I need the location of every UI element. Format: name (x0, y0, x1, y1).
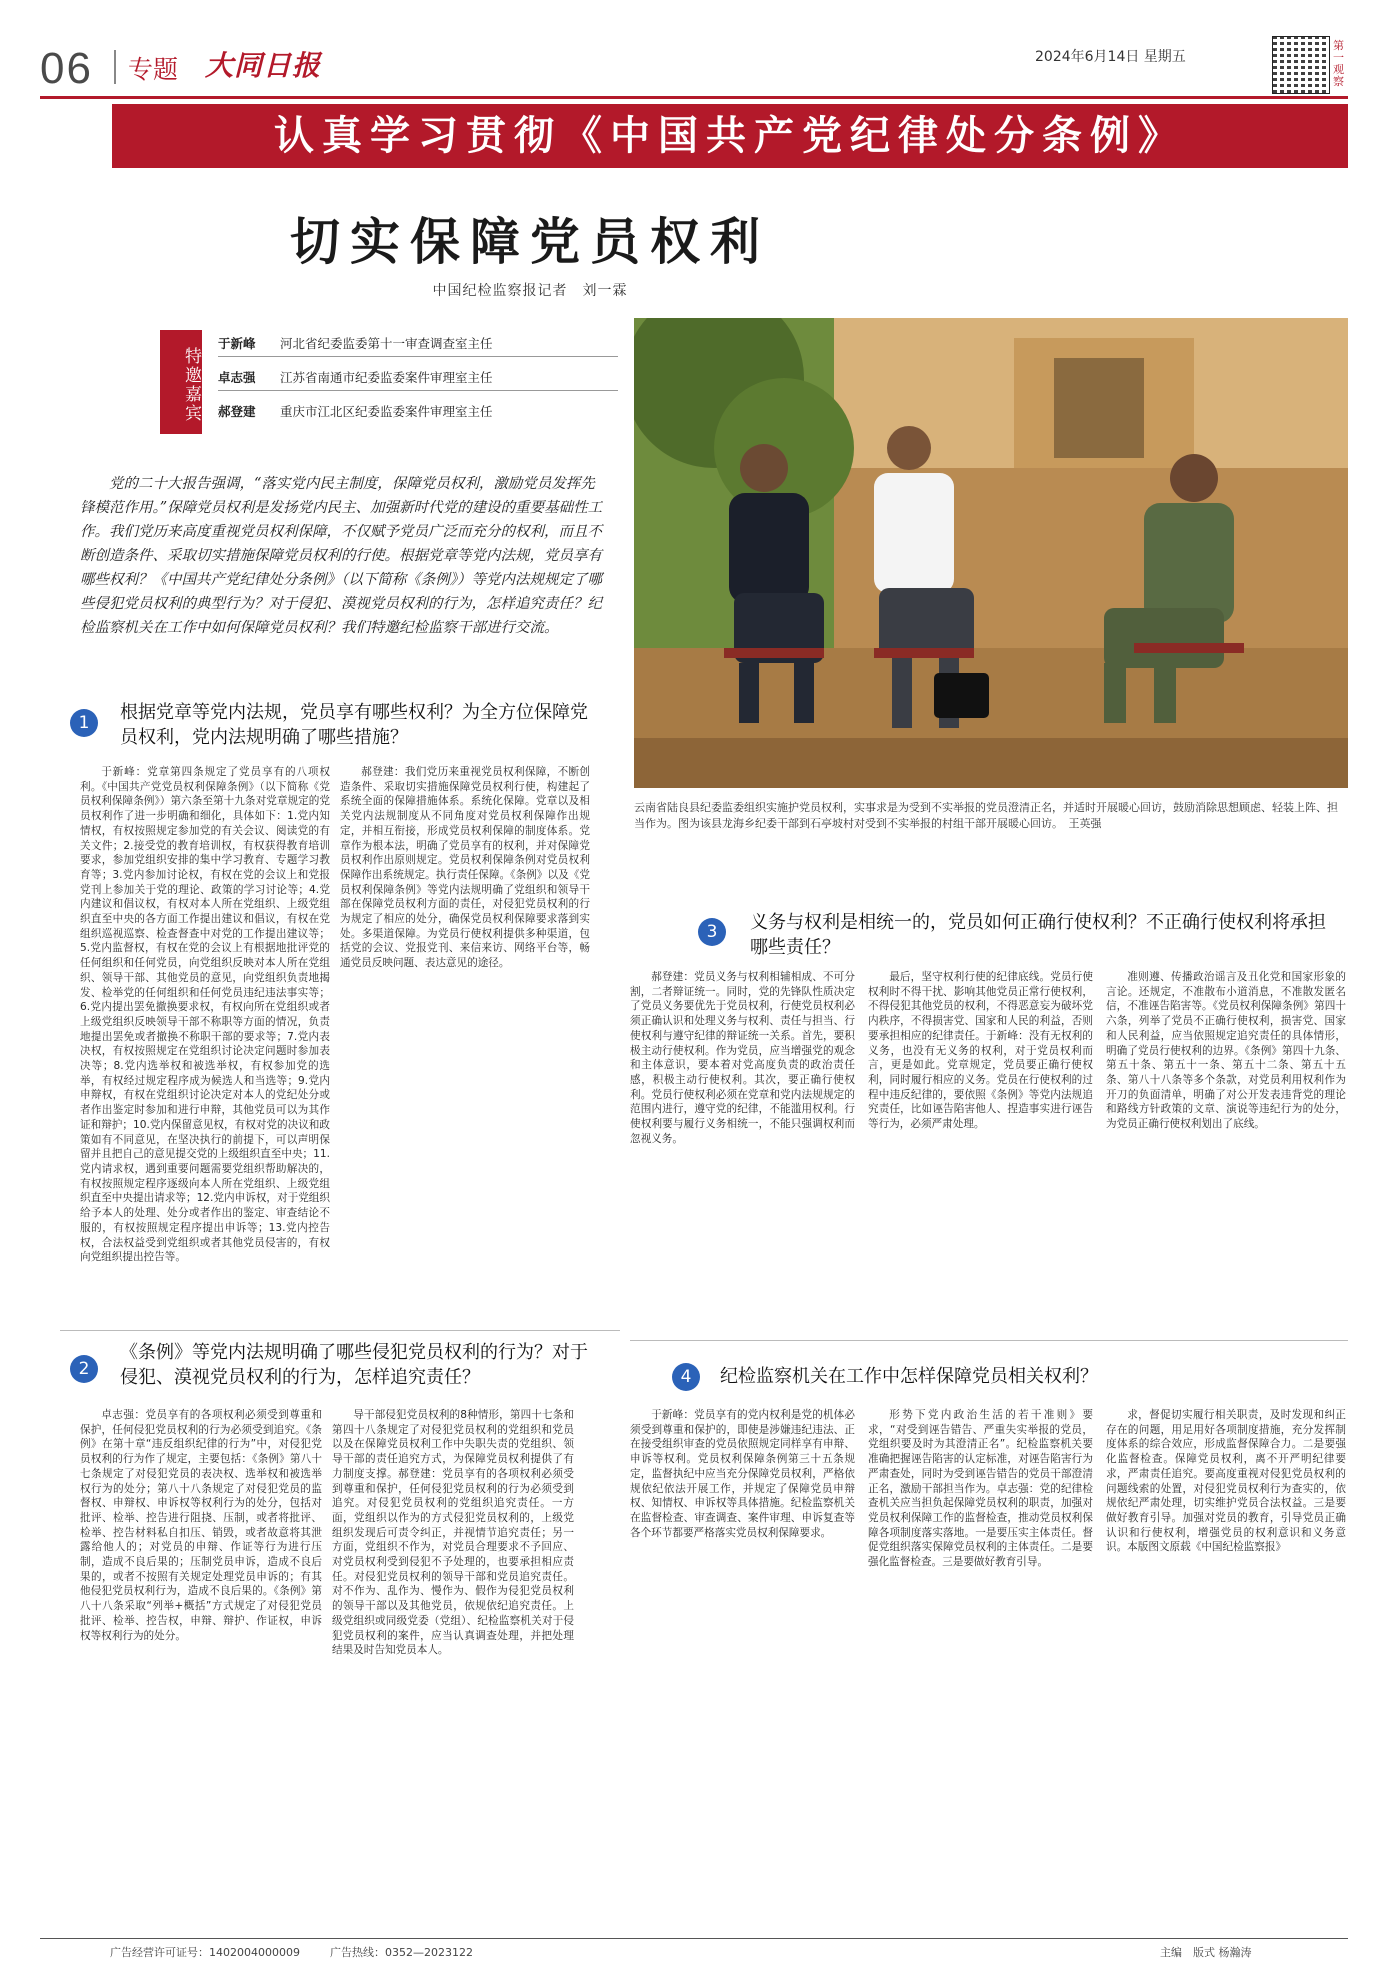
article-title: 切实保障党员权利 (290, 212, 770, 271)
answer-column: 卓志强：党员享有的各项权利必须受到尊重和保护，任何侵犯党员权利的行为必须受到追究。《条例》在第十章“违反组织纪律的行为”中，对侵犯党员权利的行为作了规定，主要包括：《条例》第八十七条规定了对侵犯党员的表决权、选举权和被选举权行为的处分；第八十八条规定了对侵犯党员的监督权、申辩权、申诉权等权利行为的处分，包括对批评、检举、控告进行阻挠、压制，或者将批评、检举、控告材料私自扣压、销毁，或者故意将其泄露给他人的；对党员的申辩、作证等行为进行压制，造成不良后果的；压制党员申诉，造成不良后果的，或者不按照有关规定处理党员申诉的；有其他侵犯党员权利行为，造成不良后果的。《条例》第八十八条采取“列举+概括”方式规定了对侵犯党员批评、检举、控告权，申辩、辩护、作证权，申诉权等权利行为的处分。 (80, 1409, 322, 1642)
article-intro: 党的二十大报告强调，“落实党内民主制度，保障党员权利，激励党员发挥先锋模范作用。”保障党员权利是发扬党内民主、加强新时代党的建设的重要基础性工作。我们党历来高度重视党员权利保障，不仅赋予党员广泛而充分的权利，而且不断创造条件、采取切实措施保障党员权利的行使。根据党章等党内法规，党员享有哪些权利？《中国共产党纪律处分条例》（以下简称《条例》）等党内法规规定了哪些侵犯党员权利的典型行为？对于侵犯、漠视党员权利的行为，怎样追究责任？纪检监察机关在工作中如何保障党员权利？我们特邀纪检监察干部进行交流。 (80, 476, 603, 636)
guest-row (218, 368, 493, 386)
answer-column: 于新峰：党章第四条规定了党员享有的八项权利。《中国共产党党员权利保障条例》（以下简称《党员权利保障条例》）第六条至第十九条对党章规定的党员权利作了进一步明确和细化，具体如下：1.党内知情权，有权按照规定参加党的有关会议、阅读党的有关文件；2.接受党的教育培训权，有权获得教育培训要求，参加党组织安排的集中学习教育、专题学习教育等；3.党内参加讨论权，有权在党的会议上和党报党刊上参加关于党的理论、政策的学习讨论等；4.党内建议和倡议权，有权对本人所在党组织、上级党组织直至中央的各方面工作提出建议和倡议，有权在党组织巡视巡察、检查督查中对党的工作提出建议等；5.党内监督权，有权在党的会议上有根据地批评党的任何组织和任何党员，向党组织反映对本人所在党组织、领导干部、其他党员的意见，向党组织负责地揭发、检举党的任何组织和任何党员违纪违法事实等；6.党内提出罢免撤换要求权，有权向所在党组织或者上级党组织反映领导干部不称职等方面的情况，负责地提出罢免或者撤换不称职干部的要求等；7.党内表决权，有权按照规定在党组织讨论决定问题时参加表决等；8.党内选举权和被选举权，有权参加党的选举，有权经过规定程序成为候选人和当选等；9.党内申辩权，有权在党组织讨论决定对本人的党纪处分或者作出鉴定时参加和进行申辩，其他党员可以为其作证和辩护；10.党内保留意见权，有权对党的决议和政策如有不同意见，在坚决执行的前提下，可以声明保留并且把自己的意见提交党的上级组织直至中央；11.党内请求权，遇到重要问题需要党组织帮助解决的，有权按照规定程序逐级向本人所在党组织、上级党组织直至中央提出请求等；12.党内申诉权，对于党组织给予本人的处理、处分或者作出的鉴定、审查结论不服的，有权按照规定程序提出申诉等；13.党内控告权，合法权益受到党组织或者其他党员侵害的，有权向党组织提出控告等。 (80, 766, 330, 1264)
header-rule (40, 96, 1348, 99)
guest-label: 特邀嘉宾 (160, 330, 202, 434)
newspaper-logo: 大同日报 (205, 49, 322, 82)
qr-label: 第一观察 (1333, 39, 1344, 88)
question-number-badge: 3 (698, 918, 726, 946)
question-heading: 根据党章等党内法规，党员享有哪些权利？为全方位保障党员权利，党内法规明确了哪些措施？ (120, 702, 588, 748)
question-number-badge: 2 (70, 1355, 98, 1383)
answer-column: 最后，坚守权利行使的纪律底线。党员行使权利时不得干扰、影响其他党员正常行使权利，不得侵犯其他党员的权利，不得恶意妄为破坏党内秩序，不得损害党、国家和人民的利益，否则要承担相应的纪律责任。于新峰：没有无权利的义务，也没有无义务的权利，对于党员权利而言，更是如此。党章规定，党员要正确行使权利，同时履行相应的义务。党员在行使权利的过程中违反纪律的，要依照《条例》等党内法规追究责任，比如诬告陷害他人、捏造事实进行诬告等行为，必须严肃处理。 (868, 971, 1093, 1131)
answer-column: 郝登建：党员义务与权利相辅相成、不可分割，二者辩证统一。同时，党的先锋队性质决定了党员义务要优先于党员权利，行使党员权利必须正确认识和处理义务与权利、责任与担当、行使权利与遵守纪律的辩证统一关系。首先，要积极主动行使权利。作为党员，应当增强党的观念和主体意识，要本着对党高度负责的政治责任感，积极主动行使权利。其次，要正确行使权利。党员行使权利必须在党章和党内法规规定的范围内进行，遵守党的纪律，不能滥用权利。行使权利要与履行义务相统一，不能只强调权利而忽视义务。 (630, 971, 855, 1145)
answer-column: 求，督促切实履行相关职责，及时发现和纠正存在的问题，用足用好各项制度措施，充分发挥制度体系的综合效应，形成监督保障合力。二是要强化监督检查。保障党员权利，离不开严明纪律要求，严肃责任追究。要高度重视对侵犯党员权利的问题线索的处置，对侵犯党员权利行为查实的，依规依纪严肃处理，切实维护党员合法权益。三是要做好教育引导。加强对党员的教育，引导党员正确认识和行使权利，增强党员的权利意识和义务意识。本版图文原载《中国纪检监察报》 (1106, 1409, 1346, 1554)
question-heading: 纪检监察机关在工作中怎样保障党员相关权利？ (720, 1366, 1098, 1387)
editor-credit: 主编 版式 杨瀚涛 (1160, 1946, 1252, 1959)
answer-column: 郝登建：我们党历来重视党员权利保障，不断创造条件、采取切实措施保障党员权利行使，构建起了系统全面的保障措施体系。系统化保障。党章以及相关党内法规制度从不同角度对党员权利保障作出规定，并相互衔接，形成党员权利保障的制度体系。党章作为根本法，明确了党员享有的权利，并对保障党员权利作出原则规定。党员权利保障条例对党员权利保障作出系统规定。执行责任保障。《条例》以及《党员权利保障条例》等党内法规明确了党组织和领导干部在保障党员权利方面的责任，对侵犯党员权利的行为规定了相应的处分，确保党员权利保障要求落到实处。多渠道保障。为党员行使权利提供多种渠道，包括党的会议、党报党刊、来信来访、网络平台等，畅通党员反映问题、表达意见的途径。 (340, 766, 590, 970)
question-heading: 《条例》等党内法规明确了哪些侵犯党员权利的行为？对于侵犯、漠视党员权利的行为，怎样追究责任？ (120, 1342, 588, 1388)
section-divider (60, 1330, 620, 1331)
article-byline: 中国纪检监察报记者 刘一霖 (432, 283, 628, 299)
guest-name: 卓志强 (218, 370, 256, 385)
qr-code-icon[interactable] (1272, 36, 1330, 94)
section-name: 专题 (128, 55, 179, 84)
issue-date: 2024年6月14日 星期五 (1035, 49, 1186, 65)
photo-illustration (634, 318, 1348, 788)
guest-divider (218, 356, 618, 357)
topic-banner-text: 认真学习贯彻《中国共产党纪律处分条例》 (274, 113, 1186, 159)
section-divider (630, 1340, 1348, 1341)
guest-row (218, 402, 493, 420)
footer-rule (40, 1938, 1348, 1939)
guest-role: 江苏省南通市纪委监委案件审理室主任 (280, 370, 493, 385)
answer-column: 导干部侵犯党员权利的8种情形，第四十七条和第四十八条规定了对侵犯党员权利的党组织和党员以及在保障党员权利工作中失职失责的党组织、领导干部的责任追究方式，为保障党员权利提供了有力制度支撑。郝登建：党员享有的各项权利必须受到尊重和保护，任何侵犯党员权利的行为必须受到追究。对侵犯党员权利的党组织追究责任。一方面，党组织以作为的方式侵犯党员权利的，上级党组织发现后可责令纠正，并视情节追究责任；另一方面，党组织不作为，对党员合理要求不予回应、对党员权利受到侵犯不予处理的，也要承担相应责任。对侵犯党员权利的领导干部和党员追究责任。对不作为、乱作为、慢作为、假作为侵犯党员权利的领导干部以及其他党员，依规依纪追究责任。上级党组织或同级党委（党组）、纪检监察机关对于侵犯党员权利的案件，应当认真调查处理，并把处理结果及时告知党员本人。 (332, 1409, 574, 1657)
guest-name: 郝登建 (218, 404, 256, 419)
article-photo (634, 318, 1348, 788)
guest-row (218, 334, 493, 352)
answer-column: 准则遵、传播政治谣言及丑化党和国家形象的言论。还规定，不准散布小道消息，不准散发匿名信，不准诬告陷害等。《党员权利保障条例》第四十六条，列举了党员不正确行使权利，损害党、国家和人民利益，应当依照规定追究责任的具体情形，明确了党员行使权利的边界。《条例》第四十九条、第五十条、第五十一条、第五十二条、第五十五条、第八十八条等多个条款，对党员利用权利作为开刀的负面清单，明确了对公开发表违背党的理论和路线方针政策的文章、演说等违纪行为的处分，为党员正确行使权利划出了底线。 (1106, 971, 1346, 1131)
question-heading: 义务与权利是相统一的，党员如何正确行使权利？不正确行使权利将承担哪些责任？ (750, 912, 1326, 958)
guest-name: 于新峰 (218, 336, 256, 351)
guest-role: 河北省纪委监委第十一审查调查室主任 (280, 336, 493, 351)
header-separator (114, 50, 116, 84)
guest-role: 重庆市江北区纪委监委案件审理室主任 (280, 404, 493, 419)
answer-column: 于新峰：党员享有的党内权利是党的机体必须受到尊重和保护的，即使是涉嫌违纪违法、正在接受组织审查的党员依照规定同样享有申辩、申诉等权利。党员权利保障条例第三十五条规定，监督执纪中应当充分保障党员权利，严格依规依纪依法开展工作，并规定了保障党员申辩权、知情权、申诉权等具体措施。纪检监察机关在监督检查、审查调查、案件审理、申诉复查等各个环节都要严格落实党员权利保障要求。 (630, 1409, 855, 1539)
page-number: 06 (40, 44, 93, 93)
answer-column: 形势下党内政治生活的若干准则》要求，“对受到诬告错告、严重失实举报的党员，党组织要及时为其澄清正名”。纪检监察机关要准确把握诬告陷害的认定标准，对诬告陷害行为严肃查处，同时为受到诬告错告的党员干部澄清正名，激励干部担当作为。卓志强：党的纪律检查机关应当担负起保障党员权利的职责，加强对党员权利保障工作的监督检查，推动党员权利保障各项制度落实落地。一是要压实主体责任。督促党组织落实保障党员权利的主体责任。二是要强化监督检查。三是要做好教育引导。 (868, 1409, 1093, 1569)
photo-caption: 云南省陆良县纪委监委组织实施护党员权利，实事求是为受到不实举报的党员澄清正名，并适时开展暖心回访，鼓励消除思想顾虑、轻装上阵、担当作为。图为该县龙海乡纪委干部到石亭坡村对受到不实举报的村组干部开展暖心回访。 王英强 (634, 801, 1338, 830)
question-number-badge: 4 (672, 1363, 700, 1391)
guest-divider (218, 390, 618, 391)
ad-hotline: 广告热线：0352—2023122 (330, 1946, 473, 1959)
question-number-badge: 1 (70, 709, 98, 737)
ad-license: 广告经营许可证号：1402004000009 (110, 1946, 300, 1959)
